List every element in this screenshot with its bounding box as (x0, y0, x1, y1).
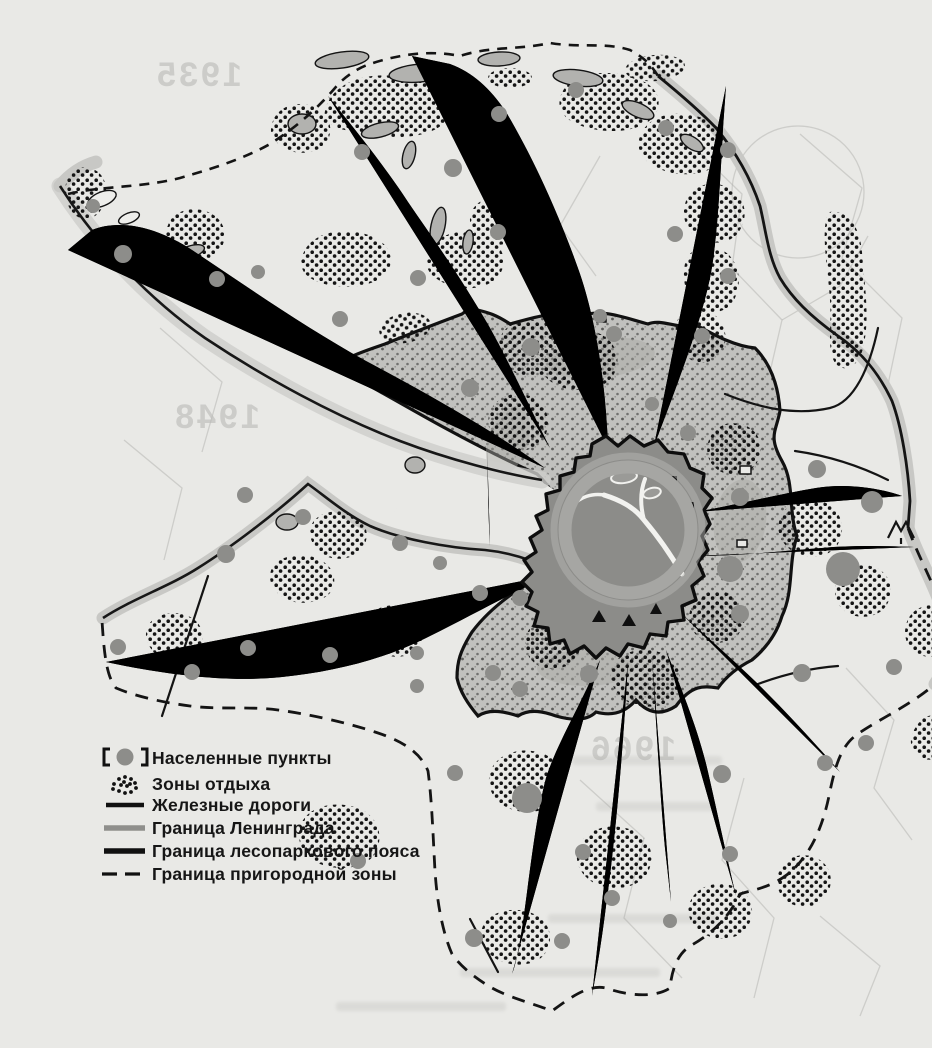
settlement-dot (392, 535, 408, 551)
settlement-dot (410, 646, 424, 660)
settlement-dot (663, 914, 677, 928)
settlement-dot (295, 509, 311, 525)
settlement-dot (568, 82, 584, 98)
recreation-zone-patch (488, 68, 532, 88)
legend (102, 748, 420, 884)
legend-item-railways (106, 795, 311, 815)
settlement-dot (694, 328, 710, 344)
ghost-year-1948: 1948 (172, 398, 260, 436)
settlement-dot (444, 159, 462, 177)
settlement-dot (322, 647, 338, 663)
settlement-dot (817, 755, 833, 771)
legend-item-forest-park-border (104, 841, 420, 861)
settlement-dot (86, 199, 100, 213)
settlement-dot (447, 765, 463, 781)
settlement-dot (410, 679, 424, 693)
recreation-zone-patch (777, 855, 831, 907)
svg-text:Населенные пункты: Населенные пункты (152, 748, 332, 768)
recreation-zone-patch (825, 211, 867, 368)
settlement-dot (217, 545, 235, 563)
ghost-year-1935: 1935 (154, 56, 242, 94)
settlement-dot (512, 783, 542, 813)
settlement-dot (485, 665, 501, 681)
settlement-dot (240, 640, 256, 656)
settlement-dot (461, 379, 479, 397)
settlement-dot (886, 659, 902, 675)
settlement-dot (658, 120, 674, 136)
settlement-dot (713, 765, 731, 783)
settlement-dot (793, 664, 811, 682)
settlement-dot (354, 144, 370, 160)
map-scan (40, 16, 932, 1032)
settlement-dot (512, 681, 528, 697)
settlement-dot (722, 846, 738, 862)
settlement-dot (110, 639, 126, 655)
settlement-dot (410, 270, 426, 286)
settlement-dot (580, 665, 598, 683)
settlement-dot (575, 844, 591, 860)
settlement-dot (808, 460, 826, 478)
svg-text:Железные дороги: Железные дороги (152, 795, 312, 815)
legend-item-suburban-border (102, 864, 397, 884)
settlement-dot (606, 326, 622, 342)
settlement-dot (472, 585, 488, 601)
settlement-dot (861, 491, 883, 513)
settlement-marker-icon (104, 749, 147, 766)
settlement-dot (490, 224, 506, 240)
recreation-zone-patch (911, 715, 932, 760)
leningrad-suburban-zone-map (40, 16, 932, 1032)
svg-text:Граница лесопаркового пояса: Граница лесопаркового пояса (152, 841, 420, 861)
settlement-dot (237, 487, 253, 503)
settlement-dot (209, 271, 225, 287)
ghost-year-1966: 1966 (588, 730, 676, 768)
settlement-dot (433, 556, 447, 570)
settlement-dot (251, 265, 265, 279)
settlement-dot (826, 552, 860, 586)
settlement-dot (717, 556, 743, 582)
legend-item-leningrad-border (104, 818, 335, 838)
settlement-dot (731, 605, 749, 623)
settlement-dot (512, 590, 528, 606)
settlement-dot (522, 338, 540, 356)
settlement-dot (720, 142, 736, 158)
svg-text:Граница пригородной зоны: Граница пригородной зоны (152, 864, 397, 884)
settlement-dot (491, 106, 507, 122)
settlement-dot (680, 425, 696, 441)
settlement-dot (604, 890, 620, 906)
svg-text:Граница Ленинграда: Граница Ленинграда (152, 818, 335, 838)
recreation-zone-patch (481, 910, 550, 965)
settlement-dot (858, 735, 874, 751)
settlement-dot (645, 397, 659, 411)
stipple-patch-icon (111, 775, 138, 795)
recreation-zone-patch (270, 555, 334, 603)
svg-text:Зоны отдыха: Зоны отдыха (152, 774, 271, 794)
settlement-dot (667, 226, 683, 242)
settlement-dot (554, 933, 570, 949)
settlement-dot (114, 245, 132, 263)
settlement-dot (184, 664, 200, 680)
settlement-dot (593, 309, 607, 323)
settlement-dot (720, 268, 736, 284)
settlement-dot (731, 488, 749, 506)
legend-item-settlements (104, 748, 332, 768)
recreation-zone-patch (301, 231, 390, 287)
recreation-zone-patch (905, 605, 932, 657)
legend-item-recreation (111, 774, 270, 795)
settlement-dot (332, 311, 348, 327)
settlement-dot (465, 929, 483, 947)
